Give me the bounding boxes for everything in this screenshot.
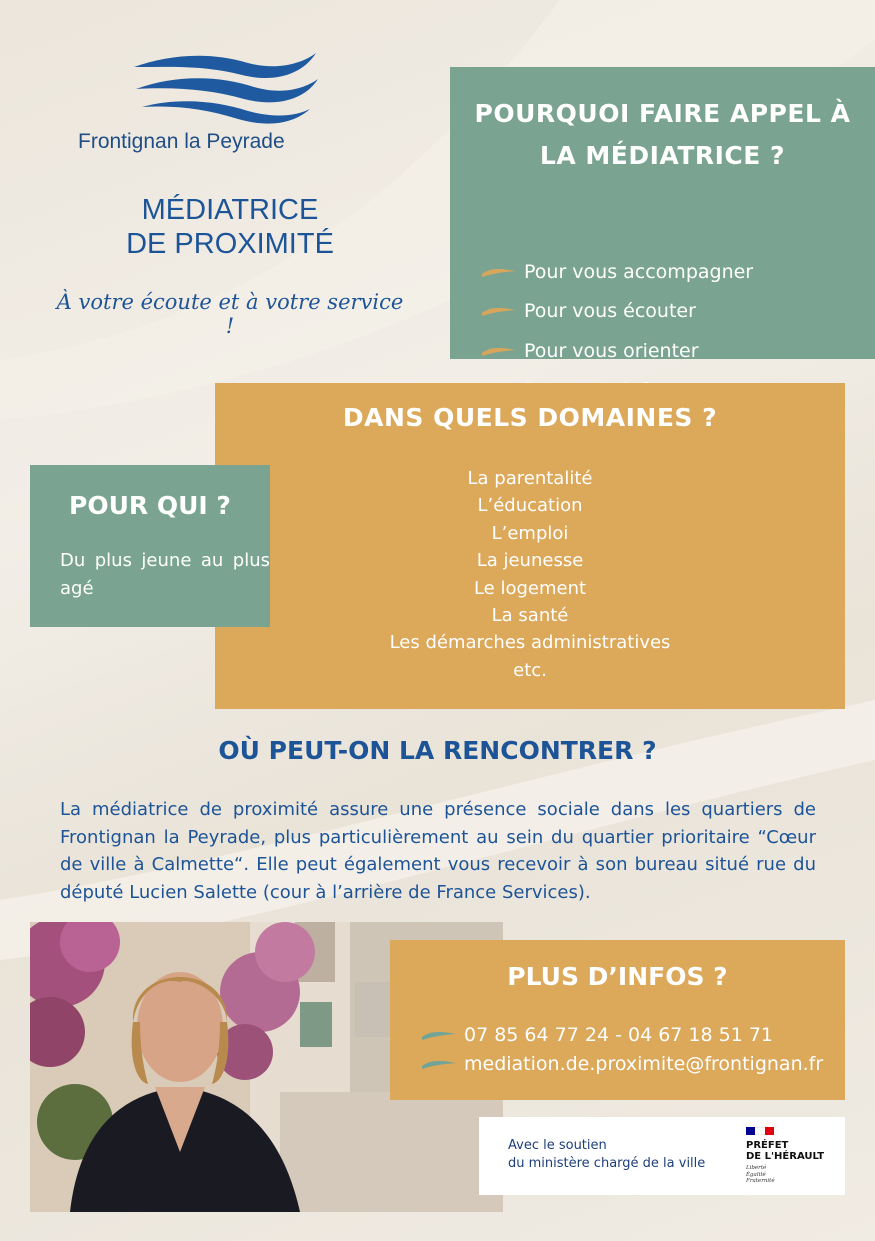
support-text bbox=[508, 1137, 738, 1173]
where-heading: OÙ PEUT-ON LA RENCONTRER ? bbox=[218, 736, 657, 765]
why-heading bbox=[450, 93, 875, 177]
who-heading: POUR QUI ? bbox=[69, 491, 231, 520]
support-banner bbox=[479, 1117, 845, 1195]
prefet-logo bbox=[746, 1127, 841, 1189]
phone-numbers[interactable]: 07 85 64 77 24 - 04 67 18 51 71 bbox=[464, 1023, 774, 1046]
wave-bullet-icon bbox=[480, 344, 518, 358]
infos-list bbox=[420, 1020, 823, 1078]
page-title bbox=[90, 193, 370, 261]
tagline: À votre écoute et à votre service ! bbox=[56, 290, 404, 338]
motto-liberte: Liberté bbox=[746, 1165, 767, 1171]
republic-motto bbox=[746, 1165, 775, 1185]
phone-item bbox=[420, 1020, 823, 1049]
why-item-label: Pour vous écouter bbox=[524, 300, 696, 323]
motto-fraternite: Fraternité bbox=[746, 1178, 775, 1184]
why-item-label: Pour vous orienter bbox=[524, 339, 699, 362]
wave-bullet-icon bbox=[480, 265, 518, 279]
page-title-line1: MÉDIATRICE bbox=[141, 194, 319, 226]
prefet-line2: DE L'HÉRAULT bbox=[746, 1151, 825, 1162]
why-heading-line2: LA MÉDIATRICE ? bbox=[539, 141, 786, 170]
list-item: etc. bbox=[513, 659, 547, 681]
page-title-line2: DE PROXIMITÉ bbox=[126, 228, 334, 260]
why-item-label: Pour vous accompagner bbox=[524, 260, 754, 283]
domains-list bbox=[215, 465, 845, 684]
prefet-line1: PRÉFET bbox=[746, 1140, 789, 1151]
domains-heading: DANS QUELS DOMAINES ? bbox=[342, 403, 718, 432]
wave-bullet-icon bbox=[420, 1028, 458, 1042]
why-box bbox=[450, 67, 875, 362]
list-item: La parentalité bbox=[467, 468, 593, 489]
prefet-name bbox=[746, 1140, 824, 1162]
infos-box bbox=[390, 940, 845, 1100]
list-item bbox=[480, 331, 753, 371]
why-heading-line1: POURQUOI FAIRE APPEL À bbox=[474, 99, 851, 128]
who-box bbox=[30, 465, 270, 627]
list-item: La jeunesse bbox=[476, 550, 584, 572]
domains-box bbox=[215, 383, 845, 709]
email-item bbox=[420, 1049, 823, 1078]
motto-egalite: Égalité bbox=[746, 1171, 766, 1178]
list-item bbox=[480, 292, 753, 332]
list-item: L’éducation bbox=[477, 495, 583, 517]
infos-heading: PLUS D’INFOS ? bbox=[507, 962, 728, 991]
list-item: Les démarches administratives bbox=[389, 632, 671, 654]
who-body: Du plus jeune au plus agé bbox=[60, 550, 270, 599]
where-body: La médiatrice de proximité assure une présence sociale dans les quartiers de Frontignan la Peyrade, plus particulièrement au sein du quartier prioritaire “Cœur de ville à Calmette“. Elle peut également vous recevoir à son bureau situé rue du député Lucien Salette (cour à l’arrière de France Services). bbox=[60, 799, 816, 903]
support-line1: Avec le soutien bbox=[508, 1138, 607, 1153]
list-item: L’emploi bbox=[491, 522, 569, 544]
wave-bullet-icon bbox=[420, 1057, 458, 1071]
email-link[interactable]: mediation.de.proximite@frontignan.fr bbox=[464, 1052, 824, 1075]
list-item: La santé bbox=[491, 605, 569, 627]
list-item bbox=[480, 252, 753, 292]
logo-wordmark: Frontignan la Peyrade bbox=[78, 130, 285, 153]
wave-bullet-icon bbox=[480, 304, 518, 318]
list-item: Le logement bbox=[473, 577, 587, 599]
support-line2: du ministère chargé de la ville bbox=[508, 1156, 706, 1171]
french-flag-icon bbox=[746, 1127, 774, 1135]
